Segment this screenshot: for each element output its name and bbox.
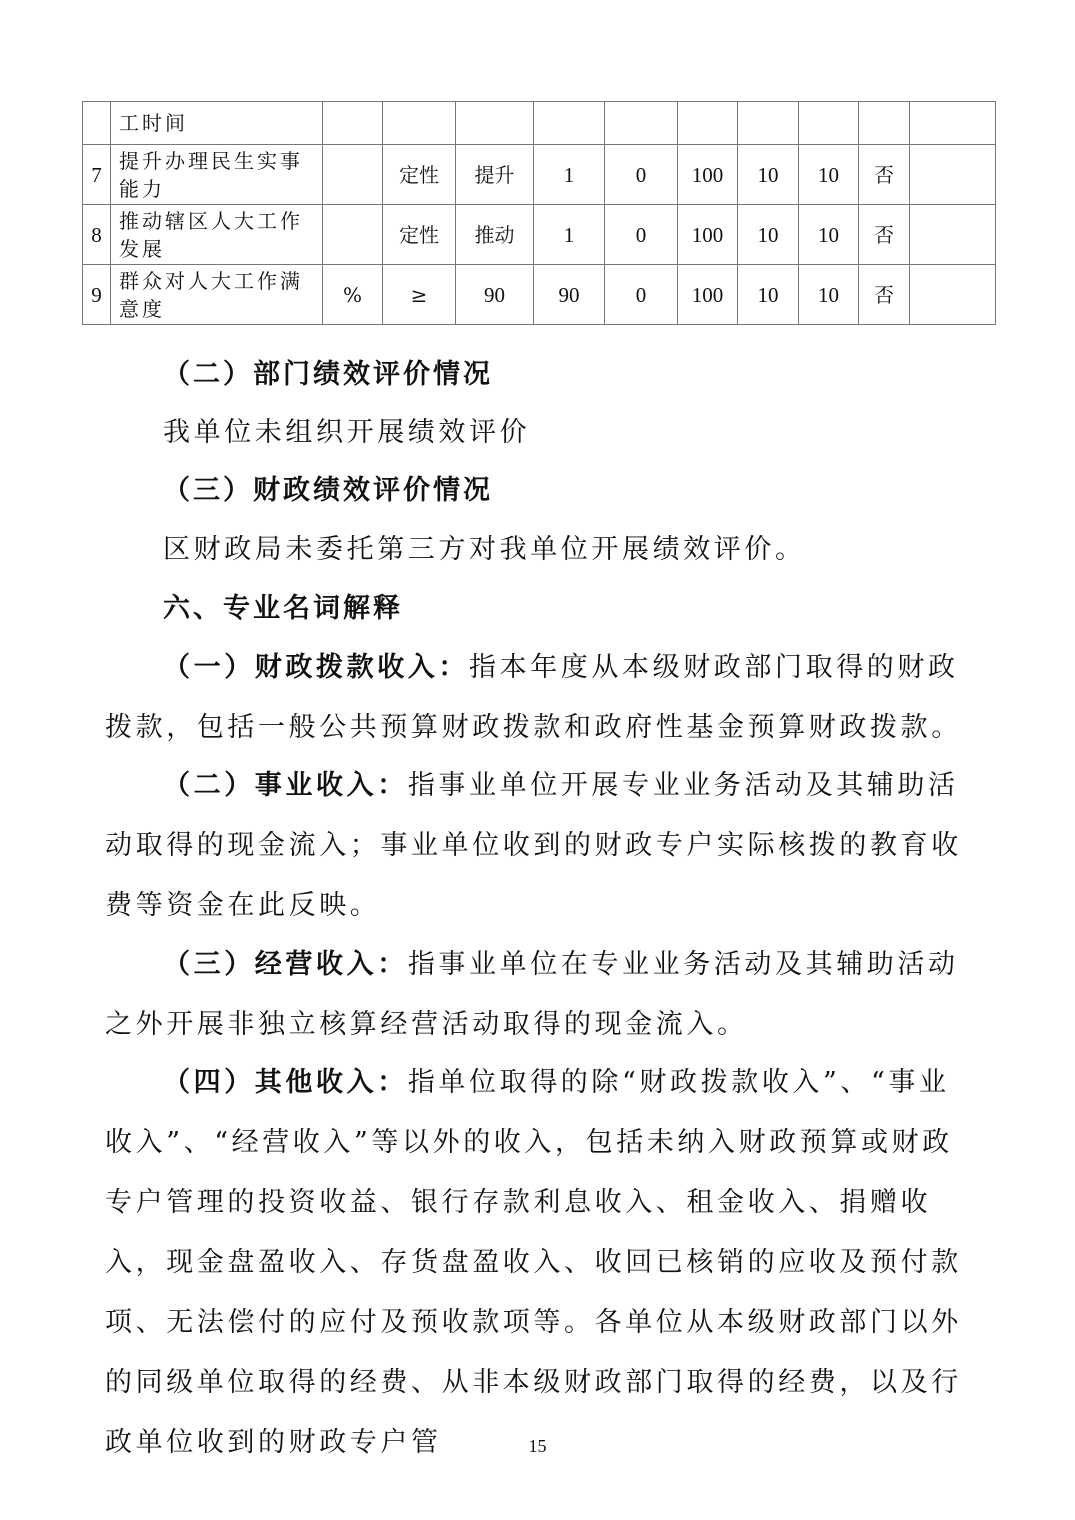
term-label-3: （三）经营收入： (163, 949, 408, 980)
cell-target: 推动 (456, 205, 534, 265)
term-paragraph-2 (105, 756, 975, 936)
cell-unit (323, 145, 383, 205)
cell-no (83, 102, 111, 145)
page-number: 15 (528, 1436, 547, 1456)
cell-name: 推动辖区人大工作发展 (111, 205, 323, 265)
heading-dept-evaluation: （二）部门绩效评价情况 (163, 359, 493, 390)
cell-score: 10 (799, 265, 859, 325)
table-row (83, 265, 996, 325)
cell-name: 提升办理民生实事能力 (111, 145, 323, 205)
cell-actual (534, 102, 605, 145)
cell-weight: 10 (738, 205, 799, 265)
cell-name: 工时间 (111, 102, 323, 145)
table-row (83, 145, 996, 205)
cell-adjust: 否 (859, 145, 910, 205)
cell-full (678, 102, 738, 145)
cell-no: 8 (83, 205, 111, 265)
text-dept-evaluation: 我单位未组织开展绩效评价 (163, 417, 531, 448)
cell-target: 提升 (456, 145, 534, 205)
cell-score (799, 102, 859, 145)
cell-full: 100 (678, 265, 738, 325)
cell-note (910, 205, 996, 265)
term-text-3: 指事业单位在专业业务活动及其辅助活动之外开展非独立核算经营活动取得的现金流入。 (105, 949, 959, 1040)
term-paragraph-4 (105, 1053, 975, 1473)
term-label-2: （二）事业收入： (163, 770, 408, 801)
table-row (83, 102, 996, 145)
cell-unit: % (323, 265, 383, 325)
cell-adjust (859, 102, 910, 145)
cell-actual: 90 (534, 265, 605, 325)
cell-note (910, 145, 996, 205)
cell-adjust: 否 (859, 265, 910, 325)
cell-full: 100 (678, 145, 738, 205)
text-finance-evaluation: 区财政局未委托第三方对我单位开展绩效评价。 (163, 534, 806, 565)
cell-actual: 1 (534, 205, 605, 265)
cell-type: 定性 (383, 145, 456, 205)
cell-target (456, 102, 534, 145)
cell-dev: 0 (605, 205, 678, 265)
term-text-1: 指本年度从本级财政部门取得的财政拨款，包括一般公共预算财政拨款和政府性基金预算财政拨款。 (105, 652, 962, 743)
term-label-4: （四）其他收入： (163, 1067, 408, 1098)
cell-dev: 0 (605, 145, 678, 205)
cell-name: 群众对人大工作满意度 (111, 265, 323, 325)
cell-type: 定性 (383, 205, 456, 265)
cell-score: 10 (799, 205, 859, 265)
cell-target: 90 (456, 265, 534, 325)
cell-weight (738, 102, 799, 145)
heading-finance-evaluation: （三）财政绩效评价情况 (163, 475, 493, 506)
cell-unit (323, 102, 383, 145)
term-text-4: 指单位取得的除“财政拨款收入”、“事业收入”、“经营收入”等以外的收入，包括未纳入财政预算或财政专户管理的投资收益、银行存款利息收入、租金收入、捐赠收入，现金盘盈收入、存货盘盈收入、收回已核销的应收及预付款项、无法偿付的应付及预收款项等。各单位从本级财政部门以外的同级单位取得的经费、从非本级财政部门取得的经费，以及行政单位收到的财政专户管 (105, 1067, 962, 1458)
cell-no: 9 (83, 265, 111, 325)
cell-unit (323, 205, 383, 265)
cell-adjust: 否 (859, 205, 910, 265)
term-label-1: （一）财政拨款收入： (163, 652, 469, 683)
table-row (83, 205, 996, 265)
term-text-2: 指事业单位开展专业业务活动及其辅助活动取得的现金流入；事业单位收到的财政专户实际核拨的教育收费等资金在此反映。 (105, 770, 962, 921)
performance-table (82, 101, 996, 325)
section-terms-heading: 六、专业名词解释 (163, 593, 403, 624)
cell-type: ≥ (383, 265, 456, 325)
term-paragraph-3 (105, 935, 975, 1055)
cell-weight: 10 (738, 145, 799, 205)
cell-score: 10 (799, 145, 859, 205)
cell-full: 100 (678, 205, 738, 265)
cell-actual: 1 (534, 145, 605, 205)
cell-dev (605, 102, 678, 145)
cell-note (910, 265, 996, 325)
cell-weight: 10 (738, 265, 799, 325)
cell-type (383, 102, 456, 145)
cell-dev: 0 (605, 265, 678, 325)
term-paragraph-1 (105, 638, 975, 758)
cell-note (910, 102, 996, 145)
cell-no: 7 (83, 145, 111, 205)
